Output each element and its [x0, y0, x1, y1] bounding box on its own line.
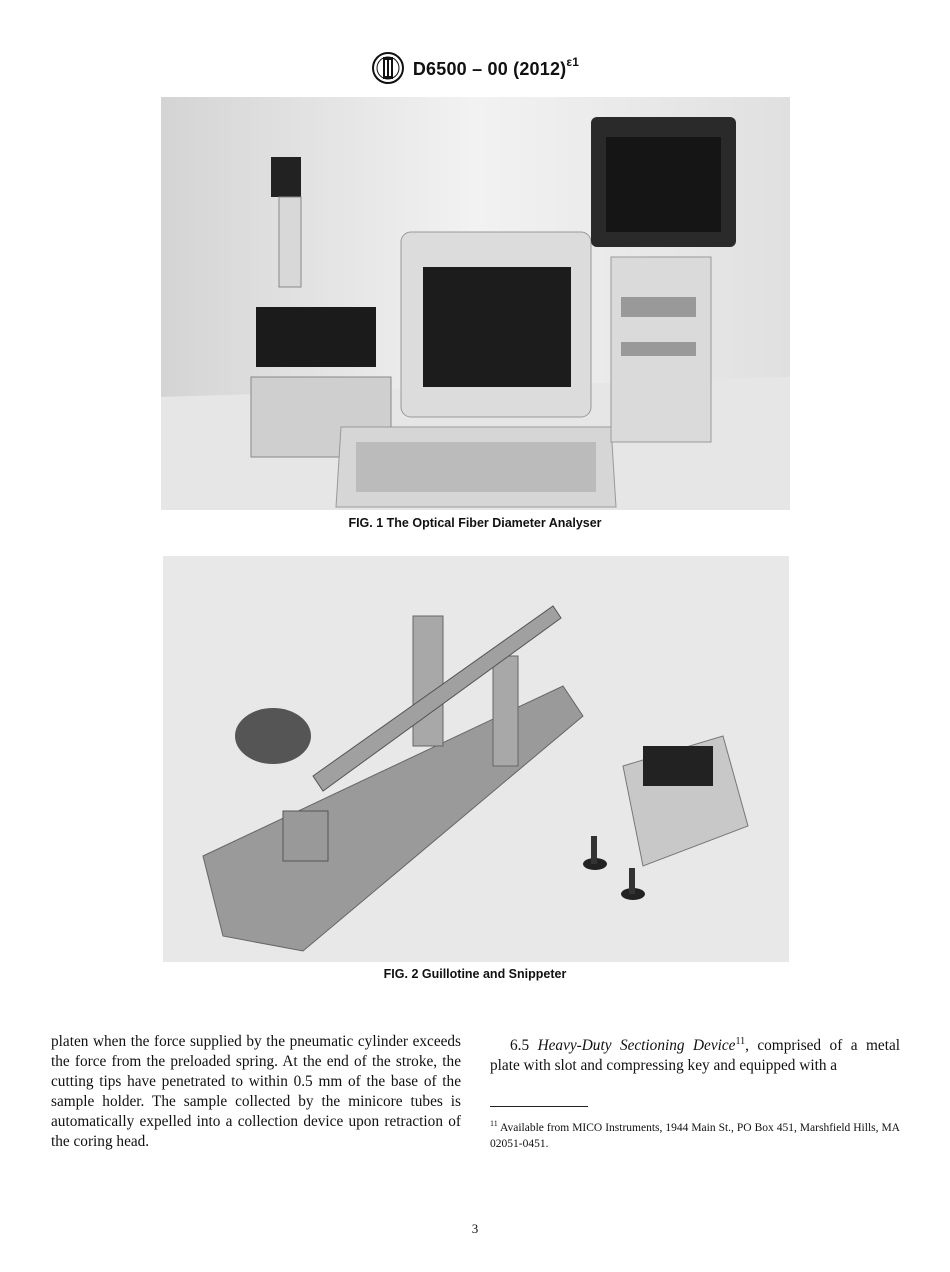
section-6-5-paragraph	[490, 1032, 900, 1076]
figure-2-caption: FIG. 2 Guillotine and Snippeter	[383, 967, 567, 981]
figure-1-caption: FIG. 1 The Optical Fiber Diameter Analyser	[348, 516, 602, 530]
figure-2-photo	[163, 556, 789, 962]
standard-designation: D6500 – 00 $(2012)^{\varepsilon 1}$	[412, 54, 580, 79]
body-paragraph: platen when the force supplied by the pneumatic cylinder exceeds the force from the preloaded spring. At the end of the stroke, the cutting tips have penetrated to within 0.5 mm of the base of the sample holder. The sample collected by the minicore tubes is automatically expelled into a collection device upon retraction of the coring head.	[51, 1033, 461, 1150]
footnote-text: Available from MICO Instruments, 1944 Main St., PO Box 451, Marshfield Hills, MA 02051-0451.	[490, 1121, 900, 1150]
editorial-superscript: ε1	[566, 54, 580, 69]
footnote-11	[490, 1116, 900, 1152]
footnote-number: 11	[490, 1119, 498, 1128]
section-text: , comprised of a metal plate with slot and compressing key and equipped with a	[490, 1037, 900, 1075]
document-header	[0, 50, 950, 86]
page-number: 3	[471, 1221, 479, 1236]
figure-1-photo	[161, 97, 790, 510]
body-right-column	[490, 1032, 900, 1076]
body-left-column	[51, 1032, 461, 1152]
section-term: Heavy-Duty Sectioning Device	[537, 1037, 736, 1055]
astm-logo-icon	[371, 51, 405, 85]
section-number: 6.5	[510, 1037, 530, 1055]
footnote-ref: 11	[735, 1036, 746, 1047]
footnote-divider	[490, 1106, 588, 1107]
